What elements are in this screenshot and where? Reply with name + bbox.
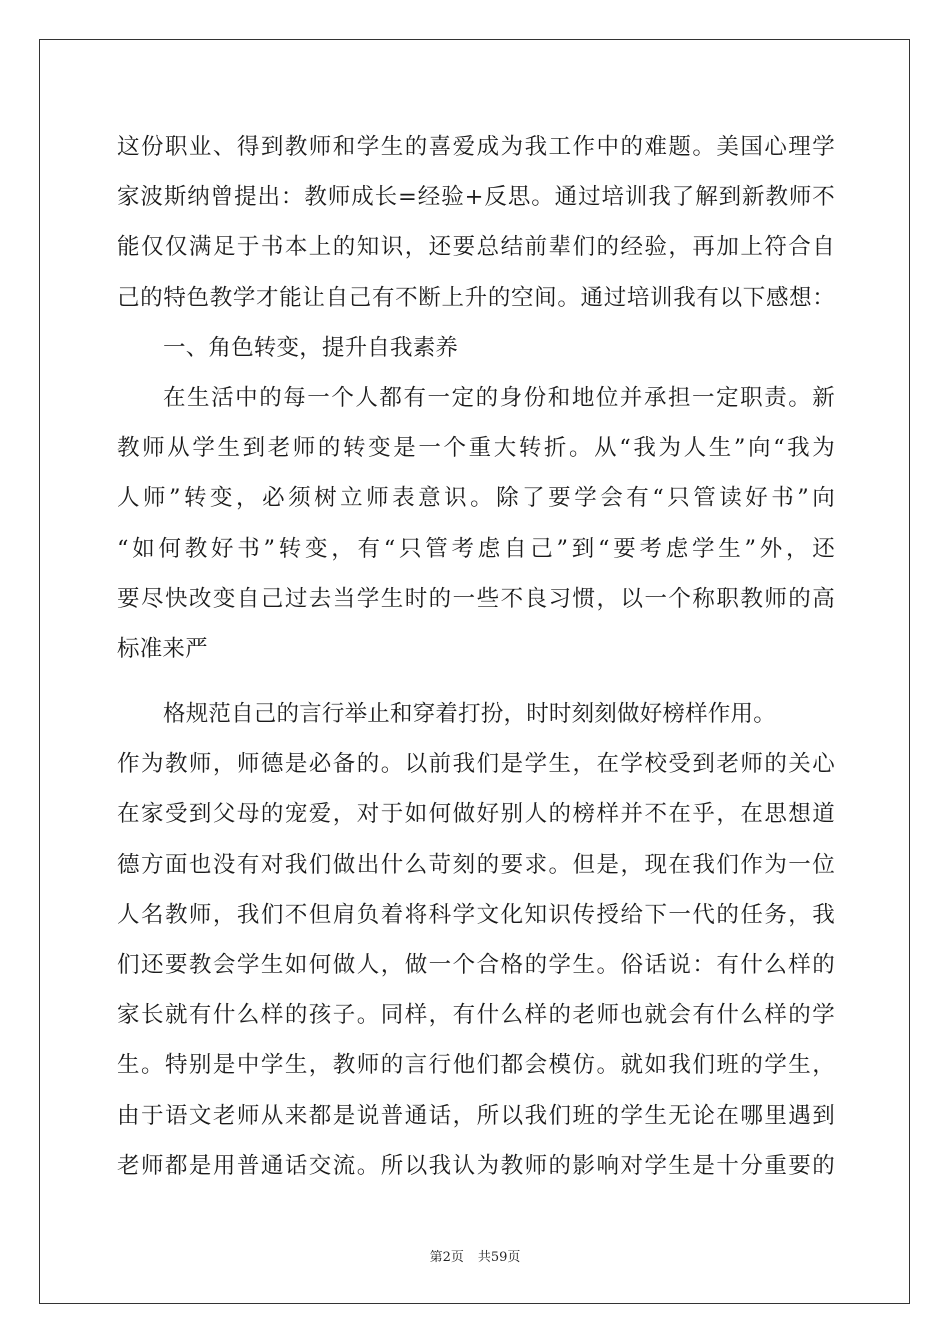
text-line: 己的特色教学才能让自己有不断上升的空间。通过培训我有以下感想： bbox=[117, 284, 835, 311]
text-line: “如何教好书”转变，有“只管考虑自己”到“要考虑学生”外，还 bbox=[117, 535, 835, 562]
text-line: 标准来严 bbox=[117, 635, 208, 662]
text-line: 德方面也没有对我们做出什么苛刻的要求。但是，现在我们作为一位 bbox=[117, 851, 835, 878]
page-total: 共59页 bbox=[477, 1250, 521, 1265]
text-line: 在家受到父母的宠爱，对于如何做好别人的榜样并不在乎，在思想道 bbox=[117, 801, 835, 828]
text-line: 人名教师，我们不但肩负着将科学文化知识传授给下一代的任务，我 bbox=[117, 901, 835, 928]
text-line: 在生活中的每一个人都有一定的身份和地位并承担一定职责。新 bbox=[163, 384, 835, 411]
text-line: 人师”转变，必须树立师表意识。除了要学会有“只管读好书”向 bbox=[117, 485, 835, 512]
text-line: 家波斯纳曾提出：教师成长=经验+反思。通过培训我了解到新教师不 bbox=[117, 184, 835, 211]
text-line: 作为教师，师德是必备的。以前我们是学生，在学校受到老师的关心 bbox=[117, 751, 835, 778]
document-body bbox=[117, 122, 835, 1191]
text-line: 老师都是用普通话交流。所以我认为教师的影响对学生是十分重要的 bbox=[117, 1152, 835, 1179]
text-line: 这份职业、得到教师和学生的喜爱成为我工作中的难题。美国心理学 bbox=[117, 134, 835, 160]
section-heading: 一、角色转变，提升自我素养 bbox=[163, 334, 459, 361]
text-line: 家长就有什么样的孩子。同样，有什么样的老师也就会有什么样的学 bbox=[117, 1002, 835, 1029]
text-line: 们还要教会学生如何做人，做一个合格的学生。俗话说：有什么样的 bbox=[117, 952, 835, 978]
text-line: 能仅仅满足于书本上的知识，还要总结前辈们的经验，再加上符合自 bbox=[117, 234, 835, 261]
text-line: 要尽快改变自己过去当学生时的一些不良习惯，以一个称职教师的高 bbox=[117, 585, 835, 612]
text-line: 生。特别是中学生，教师的言行他们都会模仿。就如我们班的学生， bbox=[117, 1052, 835, 1079]
text-line: 格规范自己的言行举止和穿着打扮，时时刻刻做好榜样作用。 bbox=[163, 701, 776, 728]
text-line: 由于语文老师从来都是说普通话，所以我们班的学生无论在哪里遇到 bbox=[117, 1102, 835, 1129]
page-number: 第2页 bbox=[429, 1250, 464, 1265]
paragraph-gap bbox=[117, 674, 835, 689]
text-line: 教师从学生到老师的转变是一个重大转折。从“我为人生”向“我为 bbox=[117, 435, 835, 462]
page-footer bbox=[0, 1246, 950, 1265]
